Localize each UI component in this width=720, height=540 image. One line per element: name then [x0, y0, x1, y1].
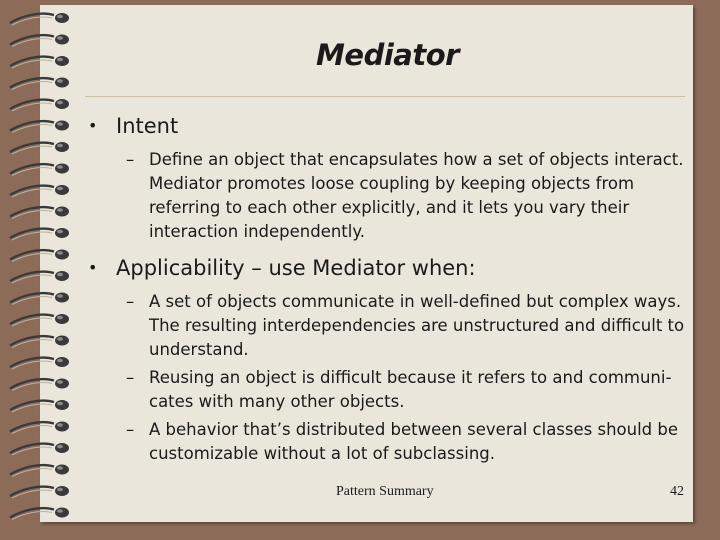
binding-ring	[10, 13, 69, 25]
binding-ring	[10, 207, 69, 219]
sub-bullet-applicability-3	[88, 418, 688, 466]
bullet-marker: •	[88, 116, 98, 135]
binding-ring	[10, 465, 69, 477]
binding-ring	[10, 185, 69, 197]
binding-ring	[10, 379, 69, 391]
binding-ring	[10, 357, 69, 369]
binding-ring	[10, 271, 69, 283]
binding-ring	[10, 314, 69, 326]
bullet-text: Applicability – use Mediator when:	[116, 256, 476, 280]
binding-ring	[10, 443, 69, 455]
spiral-binding	[0, 0, 90, 540]
bullet-applicability	[88, 254, 688, 282]
sub-bullet-applicability-1	[88, 290, 688, 362]
sub-bullet-marker: –	[126, 292, 135, 311]
binding-ring	[10, 142, 69, 154]
bullet-intent	[88, 112, 688, 140]
sub-bullet-marker: –	[126, 420, 135, 439]
sub-bullet-text: A set of objects communicate in well-defined but complex ways. The resulting interdependencies are unstructured and difficult to understand.	[149, 292, 685, 359]
bullet-text: Intent	[116, 114, 179, 138]
binding-ring	[10, 422, 69, 434]
page-number: 42	[670, 484, 684, 499]
binding-ring	[10, 400, 69, 412]
sub-bullet-text: Define an object that encapsulates how a set of objects interact. Mediator promotes loose coupling by keeping objects from referring to each other explicitly, and it lets you vary their interaction independently.	[149, 150, 684, 241]
slide-body	[88, 112, 688, 466]
sub-bullet-text: Reusing an object is difficult because it refers to and communi-cates with many other objects.	[149, 368, 672, 411]
slide-title: Mediator	[316, 38, 459, 72]
binding-ring	[10, 228, 69, 240]
binding-ring	[10, 164, 69, 176]
sub-bullet-text: A behavior that’s distributed between several classes should be customizable without a lot of subclassing.	[149, 420, 679, 463]
bullet-marker: •	[88, 258, 98, 277]
sub-bullet-applicability-2	[88, 366, 688, 414]
binding-ring	[10, 250, 69, 262]
binding-ring	[10, 486, 69, 498]
title-divider	[85, 96, 685, 97]
sub-bullet-marker: –	[126, 150, 135, 169]
sub-bullet-marker: –	[126, 368, 135, 387]
binding-ring	[10, 508, 69, 520]
sub-bullet-intent-definition	[88, 148, 688, 244]
binding-ring	[10, 78, 69, 90]
footer-title: Pattern Summary	[336, 484, 434, 499]
binding-ring	[10, 99, 69, 111]
binding-ring	[10, 293, 69, 305]
binding-ring	[10, 121, 69, 133]
binding-ring	[10, 336, 69, 348]
